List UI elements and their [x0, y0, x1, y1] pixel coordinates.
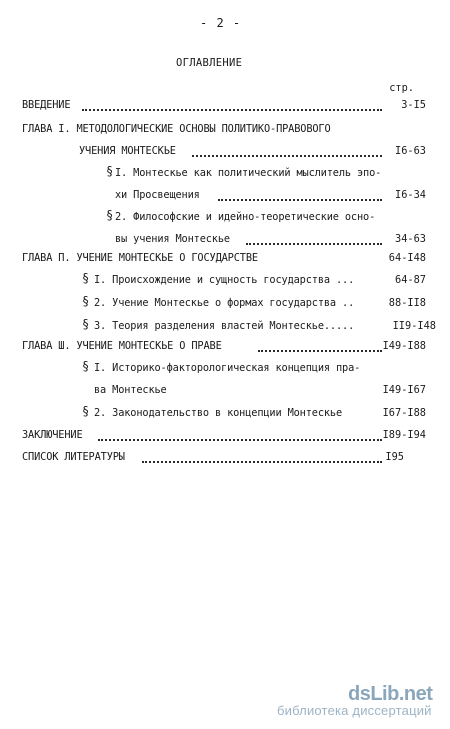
- toc-entry-3-1: I. Историко-факторологическая концепция пра-: [94, 362, 361, 374]
- dot-leader: [246, 241, 382, 245]
- toc-entry-3-2: 2. Законодательство в концепции Монтескье: [94, 407, 343, 419]
- toc-entry-2-2: 2. Учение Монтескье о формах государства ..: [94, 297, 355, 309]
- toc-entry-bibliography: СПИСОК ЛИТЕРАТУРЫ: [22, 451, 125, 463]
- page-number: - 2 -: [200, 16, 242, 30]
- dot-leader: [192, 153, 382, 157]
- watermark-logo: dsLib.net: [348, 683, 433, 705]
- toc-entry-1-1-cont: хи Просвещения: [115, 189, 200, 201]
- toc-pages-introduction: 3-I5: [401, 99, 426, 111]
- toc-pages-conclusion: I89-I94: [382, 429, 426, 441]
- dot-leader: [98, 437, 382, 441]
- toc-entry-introduction: ВВЕДЕНИЕ: [22, 99, 71, 111]
- toc-entry-1-2-cont: вы учения Монтескье: [115, 233, 230, 245]
- toc-entry-chapter-1: ГЛАВА I. МЕТОДОЛОГИЧЕСКИЕ ОСНОВЫ ПОЛИТИКО-ПРАВОВОГО: [22, 123, 331, 135]
- section-sign: §: [82, 404, 90, 418]
- toc-pages-bibliography: I95: [385, 451, 404, 463]
- toc-pages-2-2: 88-II8: [388, 297, 426, 309]
- pages-column-label: стр.: [389, 82, 414, 94]
- toc-pages-3-1: I49-I67: [382, 384, 426, 396]
- toc-entry-chapter-1-cont: УЧЕНИЯ МОНТЕСКЬЕ: [79, 145, 176, 157]
- section-sign: §: [82, 317, 90, 331]
- watermark-subtitle: библиотека диссертаций: [277, 703, 432, 718]
- section-sign: §: [106, 208, 114, 222]
- toc-pages-chapter-1: I6-63: [395, 145, 426, 157]
- toc-entry-chapter-3: ГЛАВА Ш. УЧЕНИЕ МОНТЕСКЬЕ О ПРАВЕ: [22, 340, 222, 352]
- toc-pages-1-1: I6-34: [395, 189, 426, 201]
- dot-leader: [258, 348, 382, 352]
- section-sign: §: [106, 164, 114, 178]
- dot-leader: [82, 107, 382, 111]
- toc-entry-conclusion: ЗАКЛЮЧЕНИЕ: [22, 429, 83, 441]
- toc-pages-chapter-2: 64-I48: [388, 252, 426, 264]
- dot-leader: [218, 197, 382, 201]
- toc-pages-chapter-3: I49-I88: [382, 340, 426, 352]
- section-sign: §: [82, 271, 90, 285]
- section-sign: §: [82, 294, 90, 308]
- toc-entry-2-3: 3. Теория разделения властей Монтескье.....: [94, 320, 355, 332]
- toc-pages-2-1: 64-87: [395, 274, 426, 286]
- toc-pages-3-2: I67-I88: [382, 407, 426, 419]
- section-sign: §: [82, 359, 90, 373]
- toc-entry-chapter-2: ГЛАВА П. УЧЕНИЕ МОНТЕСКЬЕ О ГОСУДАРСТВЕ: [22, 252, 258, 264]
- toc-pages-1-2: 34-63: [395, 233, 426, 245]
- toc-heading: ОГЛАВЛЕНИЕ: [176, 57, 243, 69]
- toc-entry-1-2: 2. Философские и идейно-теоретические осно-: [115, 211, 376, 223]
- toc-entry-3-1-cont: ва Монтескье: [94, 384, 167, 396]
- toc-entry-1-1: I. Монтескье как политический мыслитель эпо-: [115, 167, 382, 179]
- toc-entry-2-1: I. Происхождение и сущность государства ...: [94, 274, 355, 286]
- dot-leader: [142, 459, 382, 463]
- toc-pages-2-3: II9-I48: [392, 320, 436, 332]
